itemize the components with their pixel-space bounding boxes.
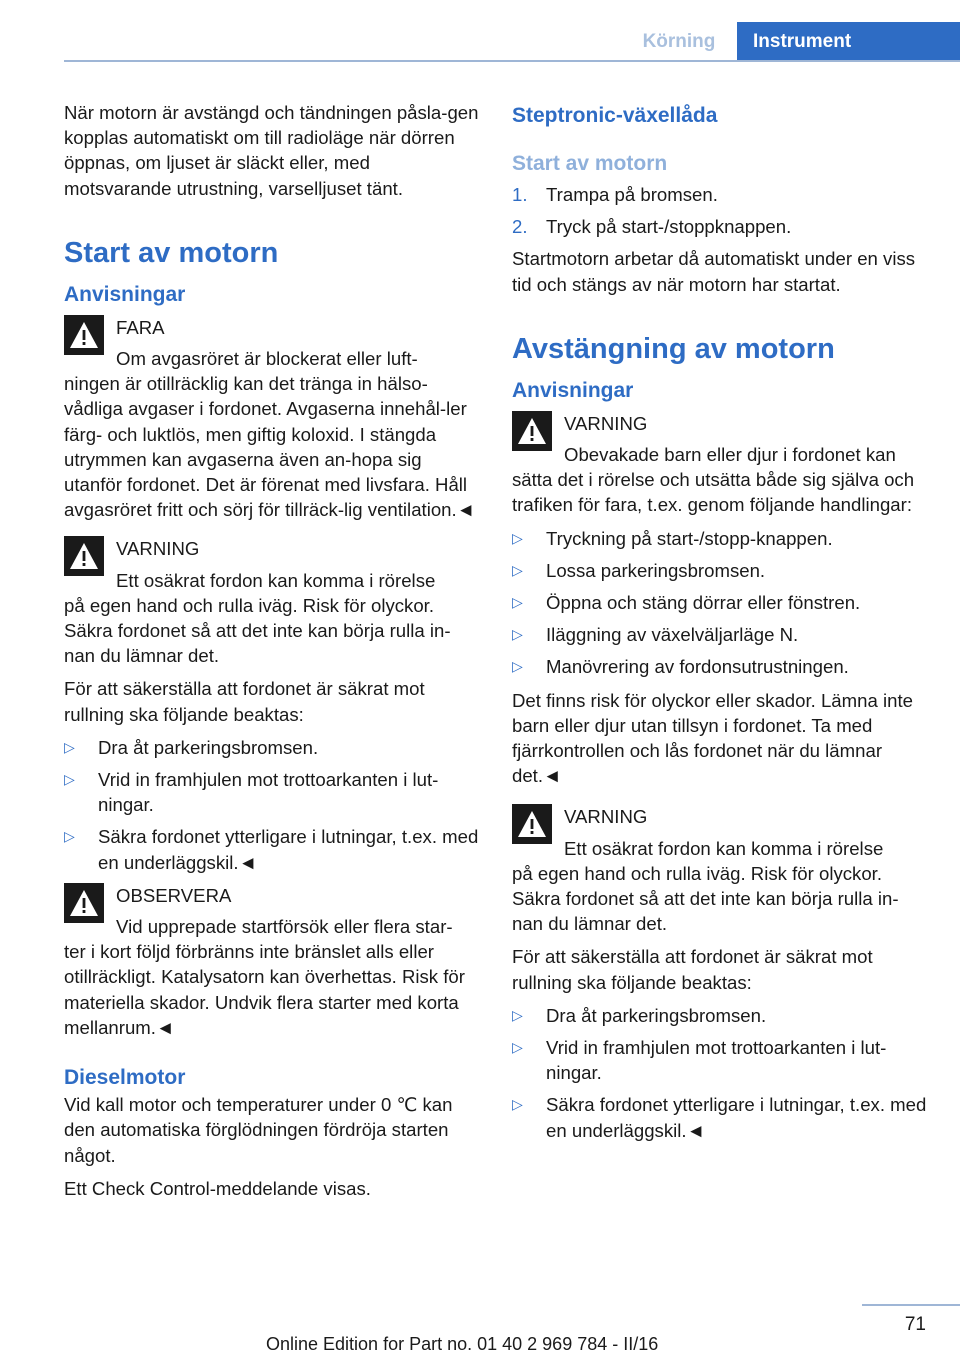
list-item: ▷ Dra åt parkeringsbromsen. bbox=[512, 1003, 928, 1028]
triangle-bullet-icon: ▷ bbox=[512, 1006, 523, 1023]
triangle-bullet-icon: ▷ bbox=[512, 626, 523, 643]
right-column bbox=[512, 100, 928, 1151]
warning-text: ter i kort följd förbränns inte bränslet alls eller otillräckligt. Katalysatorn kan överhettas. Risk för materiella skador. Undvik flera starter med korta mellanrum.◄ bbox=[64, 941, 465, 1038]
warning-text: ningen är otillräcklig kan det tränga in hälso-vådliga avgaser i fordonet. Avgaserna innehål-ler färg- och luktlös, men giftig koloxid. I stängda utrymmen kan avgaserna även an-hopa sig utanför fordonet. Det är förenat med livsfara. Håll avgasröret fritt och sörj för tillräck-lig ventilation.◄ bbox=[64, 373, 476, 521]
heading-stop-engine: Avstängning av motorn bbox=[512, 332, 835, 365]
list-item: ▷ Tryckning på start-/stopp-knappen. bbox=[512, 526, 928, 551]
warning-title: VARNING bbox=[564, 806, 648, 828]
warning-lead: Obevakade barn eller djur i fordonet kan bbox=[564, 444, 896, 466]
triangle-bullet-icon: ▷ bbox=[64, 771, 75, 788]
warning-danger bbox=[64, 315, 480, 523]
bullet-list bbox=[64, 735, 480, 875]
footer-edition: Online Edition for Part no. 01 40 2 969 784 - II/16 bbox=[266, 1334, 659, 1354]
intro-paragraph: När motorn är avstängd och tändningen påsla-gen kopplas automatiskt om till radioläge när dörren öppnas, om ljuset är släckt eller, med motsvarande utrustning, varselljuset tänt. bbox=[64, 102, 479, 199]
triangle-bullet-icon: ▷ bbox=[512, 594, 523, 611]
heading-start-engine: Start av motorn bbox=[64, 236, 279, 269]
triangle-bullet-icon: ▷ bbox=[512, 658, 523, 675]
warning-icon bbox=[64, 883, 104, 923]
numbered-steps bbox=[512, 182, 928, 239]
warning-icon bbox=[64, 536, 104, 576]
triangle-bullet-icon: ▷ bbox=[512, 1096, 523, 1113]
left-column bbox=[64, 100, 480, 1209]
warning-text: sätta det i rörelse och utsätta både sig själva och trafiken för fara, t.ex. genom följande handlingar: bbox=[512, 469, 915, 516]
triangle-bullet-icon: ▷ bbox=[512, 1039, 523, 1056]
warning-icon bbox=[512, 804, 552, 844]
triangle-bullet-icon: ▷ bbox=[512, 529, 523, 546]
triangle-bullet-icon: ▷ bbox=[64, 828, 75, 845]
warning-lead: Vid upprepade startförsök eller flera star- bbox=[116, 916, 453, 938]
warning-lead: Om avgasröret är blockerat eller luft- bbox=[116, 348, 418, 370]
footer-rule bbox=[862, 1304, 960, 1306]
warning-title: VARNING bbox=[116, 538, 200, 560]
risk-paragraph: Det finns risk för olyckor eller skador. Lämna inte barn eller djur utan tillsyn i fordonet. Ta med fjärrkontrollen och lås fordonet när du lämnar det.◄ bbox=[512, 689, 913, 787]
list-item: ▷ Iläggning av växelväljarläge N. bbox=[512, 622, 928, 647]
starter-paragraph: Startmotorn arbetar då automatiskt under en viss tid och stängs av när motorn har startat. bbox=[512, 248, 916, 295]
warning-notice bbox=[64, 883, 480, 1040]
list-item: ▷ Öppna och stäng dörrar eller fönstren. bbox=[512, 590, 928, 615]
heading-instructions: Anvisningar bbox=[64, 282, 186, 306]
list-item: 2. Tryck på start-/stoppknappen. bbox=[512, 216, 792, 238]
warning-title: VARNING bbox=[564, 412, 648, 434]
heading-instructions: Anvisningar bbox=[512, 378, 634, 402]
list-item: ▷ Manövrering av fordonsutrustningen. bbox=[512, 654, 928, 679]
warning-caution bbox=[512, 804, 928, 936]
warning-text: på egen hand och rulla iväg. Risk för olyckor. Säkra fordonet så att det inte kan börja rulla in-nan du lämnar det. bbox=[64, 594, 451, 667]
warning-title: OBSERVERA bbox=[116, 884, 232, 906]
warning-icon bbox=[512, 411, 552, 451]
list-item: ▷ Vrid in framhjulen mot trottoarkanten i lut-ningar. bbox=[512, 1037, 887, 1084]
secure-intro: För att säkerställa att fordonet är säkrat mot rullning ska följande beaktas: bbox=[64, 678, 425, 725]
warning-title: FARA bbox=[116, 316, 165, 338]
page-number: 71 bbox=[904, 1314, 926, 1335]
warning-children bbox=[512, 411, 928, 518]
bullet-list bbox=[512, 1003, 928, 1143]
triangle-bullet-icon: ▷ bbox=[512, 561, 523, 578]
warning-text: på egen hand och rulla iväg. Risk för olyckor. Säkra fordonet så att det inte kan börja rulla in-nan du lämnar det. bbox=[512, 862, 899, 935]
list-item: ▷ Säkra fordonet ytterligare i lutningar, t.ex. med en underläggskil.◄ bbox=[64, 826, 479, 873]
tab-instrument[interactable]: Instrument bbox=[737, 22, 960, 62]
warning-lead: Ett osäkrat fordon kan komma i rörelse bbox=[116, 569, 436, 591]
header-rule bbox=[64, 60, 960, 62]
diesel-paragraph: Vid kall motor och temperaturer under 0 ℃ kan den automatiska förglödningen fördröja starten något. bbox=[64, 1094, 453, 1166]
check-control-paragraph: Ett Check Control-meddelande visas. bbox=[64, 1177, 371, 1199]
heading-start-engine-sub: Start av motorn bbox=[512, 152, 668, 175]
list-item: ▷ Vrid in framhjulen mot trottoarkanten i lut-ningar. bbox=[64, 769, 439, 816]
heading-steptronic: Steptronic-växellåda bbox=[512, 104, 718, 127]
secure-intro: För att säkerställa att fordonet är säkrat mot rullning ska följande beaktas: bbox=[512, 946, 873, 993]
tab-korning[interactable]: Körning bbox=[642, 31, 716, 52]
list-item: ▷ Lossa parkeringsbromsen. bbox=[512, 558, 928, 583]
heading-diesel: Dieselmotor bbox=[64, 1066, 186, 1090]
warning-caution bbox=[64, 536, 480, 668]
bullet-list bbox=[512, 526, 928, 680]
list-item: ▷ Säkra fordonet ytterligare i lutningar, t.ex. med en underläggskil.◄ bbox=[512, 1094, 927, 1141]
triangle-bullet-icon: ▷ bbox=[64, 738, 75, 755]
warning-lead: Ett osäkrat fordon kan komma i rörelse bbox=[564, 837, 884, 859]
list-item: ▷ Dra åt parkeringsbromsen. bbox=[64, 735, 480, 760]
list-item: 1. Trampa på bromsen. bbox=[512, 184, 718, 205]
warning-icon bbox=[64, 315, 104, 355]
